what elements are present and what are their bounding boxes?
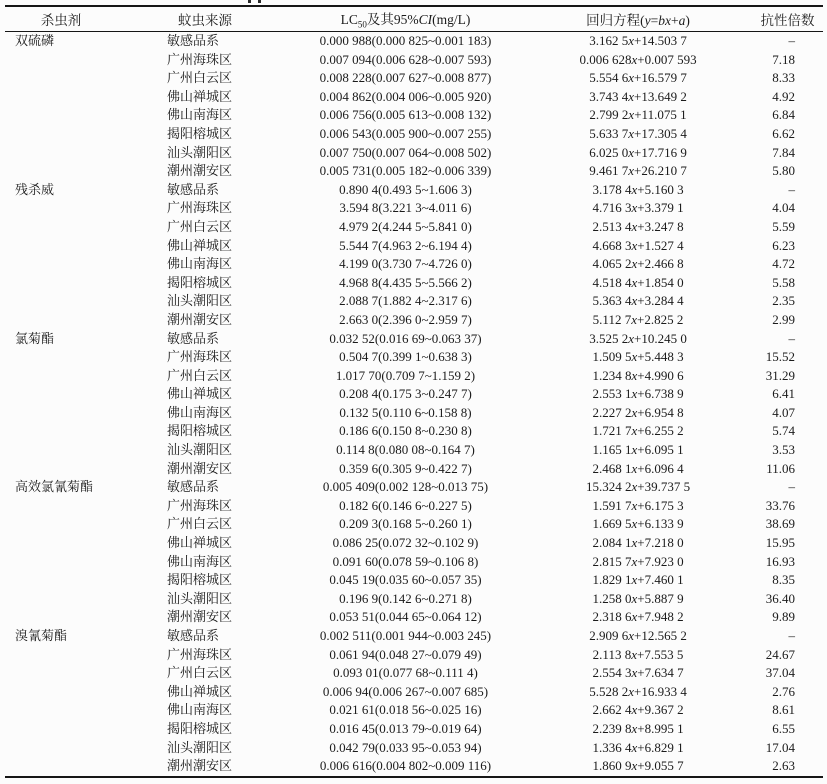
col-header-insecticide	[5, 6, 117, 32]
lc50-value: 0.208 4(0.175 3~0.247 7)	[339, 386, 472, 402]
lc50-value: 0.000 988(0.000 825~0.001 183)	[319, 33, 492, 48]
regression-equation: 1.234 8x+4.990 6	[592, 367, 684, 383]
table-row	[5, 497, 823, 516]
table-row	[5, 553, 823, 572]
lc50-value: 0.045 19(0.035 60~0.057 35)	[329, 572, 482, 588]
lc50-value: 0.004 862(0.004 006~0.005 920)	[319, 88, 492, 104]
lc50-value: 0.005 731(0.005 182~0.006 339)	[319, 163, 492, 179]
insecticide-name	[5, 106, 117, 125]
lc50-value: 4.199 0(3.730 7~4.726 0)	[339, 256, 472, 272]
insecticide-name	[5, 255, 117, 274]
col-header-equation: 回归方程(y=bx+a)	[518, 6, 758, 32]
lc50-value: 0.196 9(0.142 6~0.271 8)	[339, 590, 472, 606]
mosquito-source: 汕头潮阳区	[167, 293, 233, 309]
regression-equation: 2.227 2x+6.954 8	[592, 404, 684, 420]
lc50-value: 0.091 60(0.078 59~0.106 8)	[332, 553, 479, 569]
mosquito-source: 汕头潮阳区	[167, 144, 233, 160]
lc50-value: 2.663 0(2.396 0~2.959 7)	[339, 311, 472, 327]
lc50-value: 0.006 94(0.006 267~0.007 685)	[322, 683, 489, 699]
mosquito-source: 汕头潮阳区	[167, 442, 233, 458]
mosquito-source: 佛山南海区	[167, 702, 233, 718]
regression-equation: 4.716 3x+3.379 1	[592, 200, 684, 216]
mosquito-source: 潮州潮安区	[167, 609, 233, 625]
resistance-ratio: 15.52	[765, 349, 795, 365]
regression-equation: 2.554 3x+7.634 7	[592, 665, 684, 681]
table-row	[5, 441, 823, 460]
header-insecticide-label: 杀虫剂	[40, 13, 82, 28]
resistance-ratio: 2.35	[772, 293, 795, 309]
table-row	[5, 608, 823, 627]
regression-equation: 2.662 4x+9.367 2	[592, 702, 684, 718]
table-row	[5, 125, 823, 144]
lc50-value: 2.088 7(1.882 4~2.317 6)	[339, 293, 472, 309]
table-row	[5, 739, 823, 758]
insecticide-name	[5, 274, 117, 293]
regression-equation: 5.554 6x+16.579 7	[589, 70, 687, 86]
insecticide-name	[5, 218, 117, 237]
resistance-ratio: 31.29	[765, 367, 795, 383]
resistance-ratio: 4.92	[772, 88, 795, 104]
mosquito-source: 佛山南海区	[167, 107, 233, 123]
mosquito-source: 潮州潮安区	[167, 163, 233, 179]
insecticide-name	[5, 646, 117, 665]
insecticide-name	[5, 534, 117, 553]
regression-equation: 9.461 7x+26.210 7	[589, 163, 687, 179]
lc50-value: 0.114 8(0.080 08~0.164 7)	[336, 442, 475, 458]
lc50-value: 0.007 750(0.007 064~0.008 502)	[319, 144, 492, 160]
resistance-ratio: 8.35	[772, 572, 795, 588]
resistance-ratio: 17.04	[765, 739, 795, 755]
lc50-value: 1.017 70(0.709 7~1.159 2)	[335, 367, 476, 383]
lc50-value: 0.042 79(0.033 95~0.053 94)	[329, 739, 482, 755]
table-row	[5, 162, 823, 181]
lc50-value: 0.008 228(0.007 627~0.008 877)	[319, 70, 492, 86]
insecticide-name	[5, 348, 117, 367]
regression-equation: 6.025 0x+17.716 9	[589, 144, 687, 160]
resistance-ratio: 6.55	[772, 720, 795, 736]
table-row	[5, 144, 823, 163]
mosquito-source: 佛山南海区	[167, 404, 233, 420]
resistance-ratio: –	[788, 330, 795, 346]
table-row	[5, 422, 823, 441]
mosquito-source: 敏感品系	[167, 628, 220, 643]
lc50-value: 4.979 2(4.244 5~5.841 0)	[339, 218, 472, 234]
regression-equation: 2.513 4x+3.247 8	[592, 218, 684, 234]
table-row	[5, 571, 823, 590]
resistance-ratio: 2.63	[758, 757, 823, 777]
mosquito-source: 佛山南海区	[167, 256, 233, 272]
resistance-ratio: 4.07	[772, 404, 795, 420]
col-header-source	[117, 6, 293, 32]
regression-equation: 1.509 5x+5.448 3	[592, 349, 684, 365]
lc50-value: 0.504 7(0.399 1~0.638 3)	[339, 349, 472, 365]
resistance-ratio: –	[788, 33, 795, 48]
table-row	[5, 88, 823, 107]
insecticide-name: 溴氰菊酯	[15, 628, 68, 643]
mosquito-source: 潮州潮安区	[167, 460, 233, 476]
regression-equation: 2.318 6x+7.948 2	[592, 609, 684, 625]
insecticide-name	[5, 311, 117, 330]
insecticide-name	[5, 497, 117, 516]
resistance-ratio: 4.04	[772, 200, 795, 216]
regression-equation: 2.084 1x+7.218 0	[592, 535, 684, 551]
resistance-ratio: 9.89	[772, 609, 795, 625]
resistance-ratio: 24.67	[765, 646, 795, 662]
regression-equation: 3.743 4x+13.649 2	[589, 88, 687, 104]
mosquito-source: 广州海珠区	[167, 349, 233, 365]
mosquito-source: 广州白云区	[167, 665, 233, 681]
table-row	[5, 330, 823, 349]
lc50-value: 0.093 01(0.077 68~0.111 4)	[333, 665, 478, 681]
insecticide-name	[5, 385, 117, 404]
lc50-value: 0.182 6(0.146 6~0.227 5)	[339, 497, 472, 513]
table-row	[5, 627, 823, 646]
lc50-value: 0.890 4(0.493 5~1.606 3)	[339, 181, 472, 197]
insecticide-name	[5, 367, 117, 386]
regression-equation: 2.468 1x+6.096 4	[592, 460, 684, 476]
resistance-ratio: 36.40	[765, 590, 795, 606]
regression-equation: 4.668 3x+1.527 4	[592, 237, 684, 253]
regression-equation: 4.065 2x+2.466 8	[592, 256, 684, 272]
table-row	[5, 32, 823, 51]
resistance-ratio: 7.84	[772, 144, 795, 160]
mosquito-source: 潮州潮安区	[117, 757, 293, 777]
lc50-value: 0.209 3(0.168 5~0.260 1)	[339, 516, 472, 532]
table-row	[5, 478, 823, 497]
resistance-ratio: 37.04	[765, 665, 795, 681]
resistance-ratio: 3.53	[772, 442, 795, 458]
lc50-value: 0.006 543(0.005 900~0.007 255)	[319, 125, 492, 141]
resistance-ratio: 8.33	[772, 70, 795, 86]
regression-equation: 2.113 8x+7.553 5	[592, 646, 684, 662]
mosquito-source: 汕头潮阳区	[167, 590, 233, 606]
lc50-value: 0.359 6(0.305 9~0.422 7)	[339, 460, 472, 476]
regression-equation: 3.525 2x+10.245 0	[589, 330, 687, 346]
mosquito-source: 佛山禅城区	[167, 386, 233, 402]
resistance-ratio: 5.74	[772, 423, 795, 439]
table-row	[5, 292, 823, 311]
regression-equation: 1.258 0x+5.887 9	[592, 590, 684, 606]
regression-equation: 3.162 5x+14.503 7	[589, 33, 687, 48]
regression-equation: 1.721 7x+6.255 2	[592, 423, 684, 439]
table-body	[5, 32, 823, 777]
lc50-value: 0.007 094(0.006 628~0.007 593)	[319, 51, 492, 67]
lc50-value: 0.006 616(0.004 802~0.009 116)	[293, 757, 518, 777]
lc50-value: 0.186 6(0.150 8~0.230 8)	[339, 423, 472, 439]
table-row	[5, 720, 823, 739]
mosquito-source: 佛山禅城区	[167, 535, 233, 551]
mosquito-source: 敏感品系	[167, 330, 220, 346]
resistance-ratio: 15.95	[765, 535, 795, 551]
insecticide-name	[5, 404, 117, 423]
lc50-value: 0.006 756(0.005 613~0.008 132)	[319, 107, 492, 123]
regression-equation: 3.178 4x+5.160 3	[592, 181, 684, 197]
lc50-value: 0.086 25(0.072 32~0.102 9)	[332, 535, 479, 551]
regression-equation: 15.324 2x+39.737 5	[585, 479, 691, 495]
regression-equation: 0.006 628x+0.007 593	[579, 51, 697, 67]
insecticide-name	[5, 701, 117, 720]
insecticide-name	[5, 553, 117, 572]
insecticide-name	[5, 69, 117, 88]
table-row	[5, 106, 823, 125]
table-row	[5, 534, 823, 553]
header-row	[5, 6, 823, 32]
header-source-label: 蚊虫来源	[178, 13, 232, 28]
regression-equation: 1.829 1x+7.460 1	[592, 572, 684, 588]
lc50-value: 4.968 8(4.435 5~5.566 2)	[339, 274, 472, 290]
insecticide-name	[5, 590, 117, 609]
table-row	[5, 404, 823, 423]
resistance-ratio: 6.23	[772, 237, 795, 253]
resistance-ratio: –	[788, 628, 795, 643]
resistance-ratio: 4.72	[772, 256, 795, 272]
regression-equation: 1.860 9x+9.055 7	[518, 757, 758, 777]
resistance-ratio: 2.76	[772, 683, 795, 699]
lc50-value: 0.002 511(0.001 944~0.003 245)	[319, 628, 492, 643]
lc50-value: 3.594 8(3.221 3~4.011 6)	[339, 200, 472, 216]
table-row	[5, 255, 823, 274]
mosquito-source: 汕头潮阳区	[167, 739, 233, 755]
regression-equation: 2.239 8x+8.995 1	[592, 720, 684, 736]
lc50-value: 0.032 52(0.016 69~0.063 37)	[329, 330, 482, 346]
table-row	[5, 311, 823, 330]
insecticide-name	[5, 125, 117, 144]
insecticide-name	[5, 608, 117, 627]
regression-equation: 5.363 4x+3.284 4	[592, 293, 684, 309]
header-ratio-label: 抗性倍数	[760, 13, 815, 28]
insecticide-name: 残杀威	[15, 181, 55, 197]
insecticide-name	[5, 422, 117, 441]
resistance-ratio: 5.59	[772, 218, 795, 234]
resistance-ratio: –	[788, 479, 795, 495]
lc50-value: 0.005 409(0.002 128~0.013 75)	[322, 479, 489, 495]
mosquito-source: 佛山南海区	[167, 553, 233, 569]
regression-equation: 5.633 7x+17.305 4	[589, 125, 687, 141]
mosquito-source: 广州海珠区	[167, 646, 233, 662]
lc50-value: 0.021 61(0.018 56~0.025 16)	[329, 702, 482, 718]
insecticide-name	[5, 720, 117, 739]
table-row	[5, 757, 823, 777]
insecticide-name	[5, 757, 117, 777]
regression-equation: 4.518 4x+1.854 0	[592, 274, 684, 290]
resistance-ratio: 2.99	[772, 311, 795, 327]
mosquito-source: 广州白云区	[167, 218, 233, 234]
insecticide-name: 氯菊酯	[15, 330, 55, 346]
lc50-value: 0.053 51(0.044 65~0.064 12)	[329, 609, 482, 625]
insecticide-name	[5, 51, 117, 70]
table-row	[5, 683, 823, 702]
lc50-value: 0.132 5(0.110 6~0.158 8)	[339, 404, 472, 420]
col-header-lc50: $LC_{50}$及其95%CI(mg/L)	[293, 6, 518, 32]
regression-equation: 5.112 7x+2.825 2	[592, 311, 684, 327]
resistance-ratio: 6.41	[772, 386, 795, 402]
mosquito-source: 广州白云区	[167, 367, 233, 383]
insecticide-name: 高效氯氰菊酯	[15, 479, 94, 495]
insecticide-name	[5, 292, 117, 311]
lc50-value: 0.061 94(0.048 27~0.079 49)	[329, 646, 482, 662]
regression-equation: 5.528 2x+16.933 4	[589, 683, 687, 699]
table-row	[5, 701, 823, 720]
insecticide-name	[5, 664, 117, 683]
resistance-ratio: 38.69	[765, 516, 795, 532]
table-row	[5, 218, 823, 237]
table-row	[5, 515, 823, 534]
table-row	[5, 181, 823, 200]
table-row	[5, 199, 823, 218]
regression-equation: 2.799 2x+11.075 1	[589, 107, 687, 123]
mosquito-source: 佛山禅城区	[167, 237, 233, 253]
resistance-ratio: 33.76	[765, 497, 795, 513]
table-row	[5, 51, 823, 70]
resistance-ratio: 5.80	[772, 163, 795, 179]
mosquito-source: 广州海珠区	[167, 51, 233, 67]
table-row	[5, 69, 823, 88]
regression-equation: 1.165 1x+6.095 1	[592, 442, 684, 458]
insecticide-name	[5, 144, 117, 163]
regression-equation: 1.336 4x+6.829 1	[592, 739, 684, 755]
table-row	[5, 590, 823, 609]
table-header	[5, 6, 823, 32]
insecticide-name	[5, 441, 117, 460]
table-row	[5, 385, 823, 404]
resistance-ratio: 6.84	[772, 107, 795, 123]
resistance-ratio: 16.93	[765, 553, 795, 569]
mosquito-source: 揭阳榕城区	[167, 125, 233, 141]
lc50-value: 5.544 7(4.963 2~6.194 4)	[339, 237, 472, 253]
insecticide-name	[5, 683, 117, 702]
resistance-ratio: 6.62	[772, 125, 795, 141]
regression-equation: 2.815 7x+7.923 0	[592, 553, 684, 569]
resistance-ratio: 7.18	[772, 51, 795, 67]
insecticide-name: 双硫磷	[15, 33, 55, 48]
table-row	[5, 367, 823, 386]
table-row	[5, 646, 823, 665]
lc50-value: 0.016 45(0.013 79~0.019 64)	[329, 720, 482, 736]
mosquito-source: 广州海珠区	[167, 200, 233, 216]
mosquito-source: 揭阳榕城区	[167, 720, 233, 736]
insecticide-name	[5, 88, 117, 107]
resistance-ratio: 11.06	[766, 460, 795, 476]
insecticide-name	[5, 571, 117, 590]
regression-equation: 2.909 6x+12.565 2	[589, 628, 687, 643]
col-header-ratio	[758, 6, 823, 32]
mosquito-source: 广州白云区	[167, 70, 233, 86]
mosquito-source: 揭阳榕城区	[167, 274, 233, 290]
cropped-caption-fragment	[246, 0, 272, 3]
mosquito-source: 广州海珠区	[167, 497, 233, 513]
mosquito-source: 揭阳榕城区	[167, 423, 233, 439]
insecticide-name	[5, 739, 117, 758]
resistance-ratio: 8.61	[772, 702, 795, 718]
resistance-ratio: 5.58	[772, 274, 795, 290]
mosquito-source: 潮州潮安区	[167, 311, 233, 327]
resistance-table	[5, 5, 823, 778]
mosquito-source: 敏感品系	[167, 33, 220, 48]
mosquito-source: 揭阳榕城区	[167, 572, 233, 588]
mosquito-source: 敏感品系	[167, 479, 220, 495]
mosquito-source: 广州白云区	[167, 516, 233, 532]
mosquito-source: 佛山禅城区	[167, 683, 233, 699]
mosquito-source: 佛山禅城区	[167, 88, 233, 104]
regression-equation: 1.669 5x+6.133 9	[592, 516, 684, 532]
insecticide-name	[5, 460, 117, 479]
insecticide-name	[5, 199, 117, 218]
insecticide-name	[5, 515, 117, 534]
table-row	[5, 460, 823, 479]
table-row	[5, 664, 823, 683]
mosquito-source: 敏感品系	[167, 181, 220, 197]
table-row	[5, 348, 823, 367]
table-row	[5, 274, 823, 293]
insecticide-name	[5, 162, 117, 181]
insecticide-name	[5, 237, 117, 256]
resistance-ratio: –	[788, 181, 795, 197]
regression-equation: 1.591 7x+6.175 3	[592, 497, 684, 513]
regression-equation: 2.553 1x+6.738 9	[592, 386, 684, 402]
table-row	[5, 237, 823, 256]
